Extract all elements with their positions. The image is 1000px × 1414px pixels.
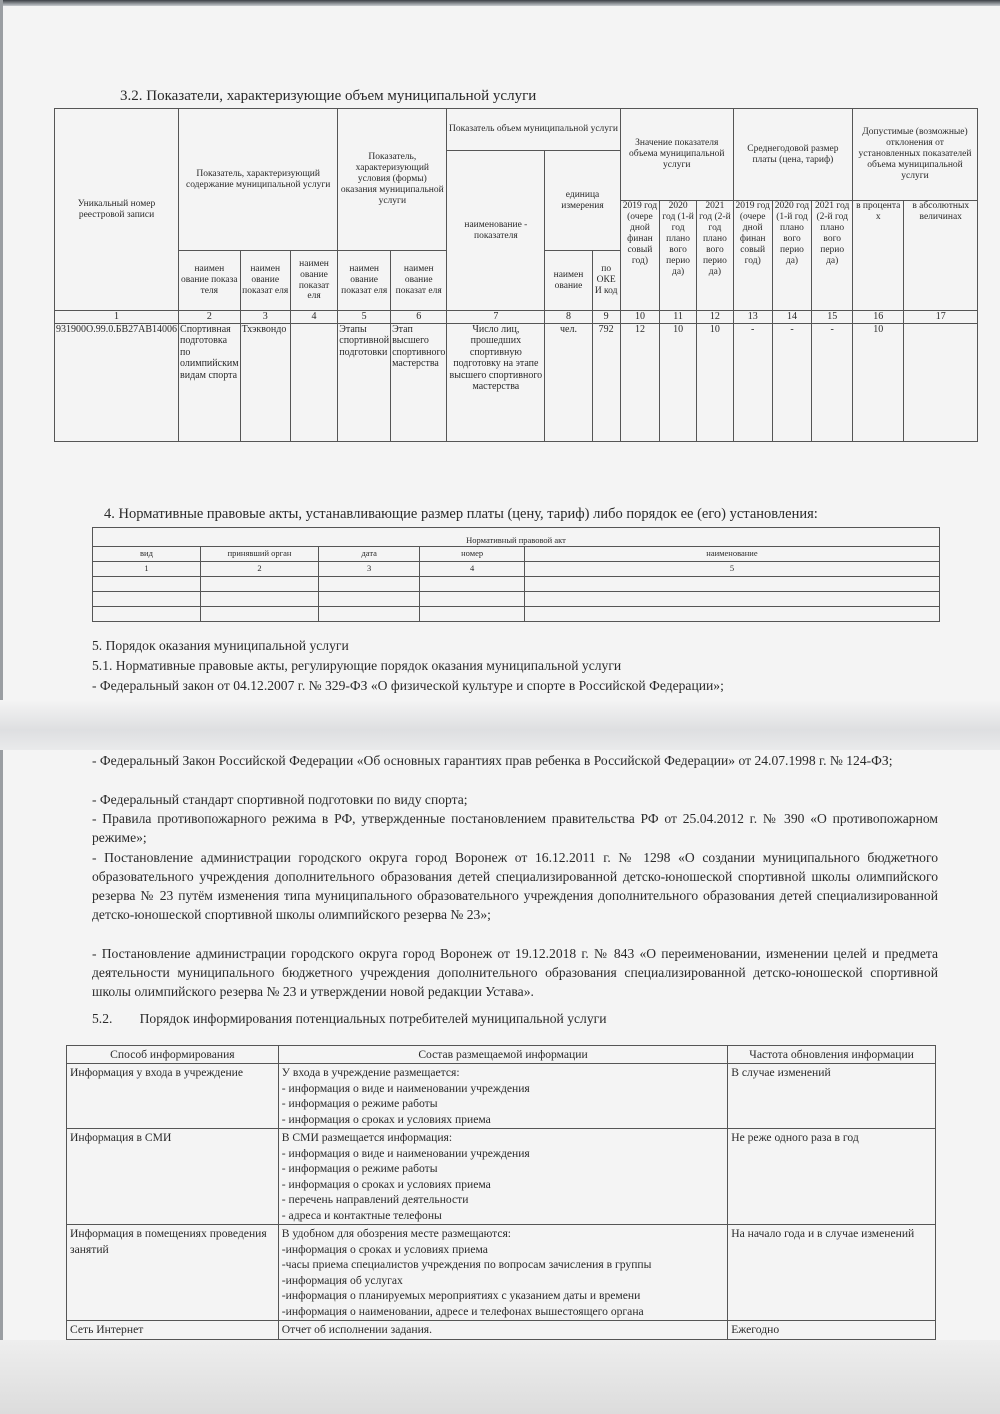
content-line: -информация о наименовании, адресе и телефонах вышестоящего органа: [281, 1304, 644, 1318]
cell-deviation-percent: 10: [853, 323, 904, 441]
table-row: [67, 1064, 936, 1129]
col-num-8: 8: [545, 311, 592, 324]
informing-content: [278, 1225, 727, 1321]
header-name-of-indicator-5: наимен ование показат еля: [338, 251, 391, 311]
cell-unique-number: 931900О.99.0.БВ27АВ14006: [55, 323, 179, 441]
informing-method: Информация у входа в учреждение: [67, 1064, 279, 1129]
header-year-2020-fee: 2020 год (1-й год плано вого перио да): [772, 201, 812, 311]
content-line: - перечень направлений деятельности: [281, 1193, 469, 1207]
header-name-of-indicator-3: наимен ование показат еля: [240, 251, 290, 311]
informing-content: [278, 1064, 727, 1129]
cell-volume-2021: 10: [697, 323, 734, 441]
informing-frequency: Не реже одного раза в год: [728, 1129, 936, 1225]
section-4-title: 4. Нормативные правовые акты, устанавливающие размер платы (цену, тариф) либо порядок ее (его) установления:: [104, 506, 818, 522]
cell-okei-code: 792: [592, 323, 620, 441]
col-num-17: 17: [904, 311, 978, 324]
cell-unit-name: чел.: [545, 323, 592, 441]
content-line: У входа в учреждение размещается:: [281, 1066, 460, 1080]
col-num-2: 2: [179, 311, 241, 324]
header-conditions-indicator: Показатель, характеризующий условия (формы) оказания муниципальной услуги: [338, 109, 447, 251]
table-row: [55, 323, 978, 441]
fee-acts-num-1: 1: [93, 562, 201, 577]
col-num-14: 14: [772, 311, 812, 324]
act-item-2: - Федеральный Закон Российской Федерации «Об основных гарантиях прав ребенка в Российской Федерации» от 24.07.1998 г. № 124-ФЗ;: [92, 753, 893, 768]
content-line: -часы приема специалистов учреждения по вопросам зачисления в группы: [281, 1258, 652, 1272]
act-item-1: - Федеральный закон от 04.12.2007 г. № 329-ФЗ «О физической культуре и спорте в Российской Федерации»;: [92, 678, 724, 693]
cell-fee-2021: -: [812, 323, 853, 441]
col-num-11: 11: [660, 311, 697, 324]
fee-acts-col-number: номер: [420, 547, 525, 562]
volume-indicators-table: [54, 108, 978, 442]
header-unit-name: наимен ование: [545, 251, 592, 311]
header-year-2019-fee: 2019 год (очере дной финан совый год): [733, 201, 772, 311]
informing-method: Сеть Интернет: [67, 1321, 279, 1340]
act-item-6: - Постановление администрации городского округа город Воронеж от 19.12.2018 г. № 843 «О переименовании, изменении целей и предмета деятельности муниципального бюджетного учреждения дополнительного образования специализированной детско-юношеской спортивной школы олимпийского резерва № 23 и утверждении новой редакции Устава».: [92, 946, 938, 999]
content-line: - информация о режиме работы: [281, 1097, 438, 1111]
header-name-of-indicator-4: наимен ование показат еля: [290, 251, 337, 311]
header-year-2021-fee: 2021 год (2-й год плано вого перио да): [812, 201, 853, 311]
header-unit: единица измерения: [545, 151, 620, 251]
table-row: [67, 1225, 936, 1321]
content-line: - информация о сроках и условиях приема: [281, 1112, 491, 1126]
cell-condition-6: Этап высшего спортивного мастерства: [391, 323, 447, 441]
fee-acts-num-3: 3: [319, 562, 420, 577]
informing-header-method: Способ информирования: [67, 1046, 279, 1064]
header-year-2020-volume: 2020 год (1-й год плано вого перио да): [660, 201, 697, 311]
cell-deviation-absolute: [904, 323, 978, 441]
section-3-2-title: 3.2. Показатели, характеризующие объем муниципальной услуги: [120, 88, 537, 104]
cell-content-2: Спортивная подготовка по олимпийским видам спорта: [179, 323, 241, 441]
table-row: [93, 607, 940, 622]
fee-acts-col-body: принявший орган: [200, 547, 318, 562]
informing-method: Информация в помещениях проведения занятий: [67, 1225, 279, 1321]
content-line: Отчет об исполнении задания.: [281, 1323, 433, 1337]
cell-content-4: [290, 323, 337, 441]
content-line: -информация о планируемых мероприятиях с указанием даты и времени: [281, 1289, 641, 1303]
col-num-7: 7: [447, 311, 545, 324]
cell-fee-2019: -: [733, 323, 772, 441]
header-year-2019-volume: 2019 год (очере дной финан совый год): [620, 201, 660, 311]
informing-frequency: Ежегодно: [728, 1321, 936, 1340]
table-row: [93, 577, 940, 592]
table-row: [93, 592, 940, 607]
col-num-12: 12: [697, 311, 734, 324]
col-num-6: 6: [391, 311, 447, 324]
header-deviations: Допустимые (возможные) отклонения от установленных показателей объема муниципальной услуги: [853, 109, 978, 201]
col-num-5: 5: [338, 311, 391, 324]
section-5-1-title: 5.1. Нормативные правовые акты, регулирующие порядок оказания муниципальной услуги: [92, 658, 622, 673]
table-row: [67, 1129, 936, 1225]
fee-acts-num-4: 4: [420, 562, 525, 577]
fee-acts-num-5: 5: [524, 562, 939, 577]
informing-content: [278, 1129, 727, 1225]
scan-edge-top: [0, 0, 1000, 6]
cell-indicator-name: Число лиц, прошедших спортивную подготовку на этапе высшего спортивного мастерства: [447, 323, 545, 441]
column-number-row: [55, 311, 978, 324]
content-line: В удобном для обозрения месте размещаются:: [281, 1227, 512, 1241]
content-line: -информация о сроках и условиях приема: [281, 1242, 488, 1256]
informing-header-frequency: Частота обновления информации: [728, 1046, 936, 1064]
informing-table: [66, 1045, 936, 1340]
cell-volume-2019: 12: [620, 323, 660, 441]
header-name-of-indicator-6: наимен ование показат еля: [391, 251, 447, 311]
content-line: - адреса и контактные телефоны: [281, 1208, 442, 1222]
header-avg-fee: Среднегодовой размер платы (цена, тариф): [733, 109, 852, 201]
col-num-3: 3: [240, 311, 290, 324]
header-content-indicator: Показатель, характеризующий содержание муниципальной услуги: [179, 109, 338, 251]
cell-condition-5: Этапы спортивной подготовки: [338, 323, 391, 441]
content-line: -информация об услугах: [281, 1273, 403, 1287]
col-num-10: 10: [620, 311, 660, 324]
page-fold-shadow: [0, 700, 1000, 750]
header-in-percent: в процента х: [853, 201, 904, 311]
act-item-3: - Федеральный стандарт спортивной подготовки по виду спорта;: [92, 792, 468, 807]
header-volume-value: Значение показателя объема муниципальной услуги: [620, 109, 733, 201]
col-num-15: 15: [812, 311, 853, 324]
informing-header-content: Состав размещаемой информации: [278, 1046, 727, 1064]
fee-acts-col-date: дата: [319, 547, 420, 562]
fee-acts-table: [92, 527, 940, 622]
content-line: - информация о виде и наименовании учреждения: [281, 1081, 530, 1095]
col-num-1: 1: [55, 311, 179, 324]
col-num-4: 4: [290, 311, 337, 324]
header-year-2021-volume: 2021 год (2-й год плано вого перио да): [697, 201, 734, 311]
header-in-absolute: в абсолютных величинах: [904, 201, 978, 311]
informing-content: [278, 1321, 727, 1340]
content-line: В СМИ размещается информация:: [281, 1131, 453, 1145]
cell-fee-2020: -: [772, 323, 812, 441]
fee-acts-col-name: наименование: [524, 547, 939, 562]
content-line: - информация о сроках и условиях приема: [281, 1177, 491, 1191]
informing-frequency: На начало года и в случае изменений: [728, 1225, 936, 1321]
page-bottom-shadow: [0, 1340, 1000, 1414]
header-unique-number: Уникальный номер реестровой записи: [55, 109, 179, 311]
table-row: [67, 1321, 936, 1340]
header-indicator-name: наименование - показателя: [447, 151, 545, 311]
informing-method: Информация в СМИ: [67, 1129, 279, 1225]
fee-acts-num-2: 2: [200, 562, 318, 577]
act-item-5: - Постановление администрации городского округа город Воронеж от 16.12.2011 г. № 1298 «О создании муниципального бюджетного образовательного учреждения дополнительного образования детей специализированной детско-юношеской спортивной школы олимпийского резерва № 23 путём изменения типа муниципального образовательного учреждения дополнительного образования детей специализированной детско-юношеской спортивной школы олимпийского резерва № 23»;: [92, 850, 938, 922]
fee-acts-col-type: вид: [93, 547, 201, 562]
cell-content-3: Тхэквондо: [240, 323, 290, 441]
content-line: - информация о виде и наименовании учреждения: [281, 1146, 530, 1160]
header-volume-indicator: Показатель объем муниципальной услуги: [447, 109, 620, 151]
header-okei-code: по ОКЕ И код: [592, 251, 620, 311]
act-item-4: - Правила противопожарного режима в РФ, утвержденные постановлением правительства РФ от 25.04.2012 г. № 390 «О противопожарном режиме»;: [92, 811, 938, 845]
section-5-2-title: 5.2. Порядок информирования потенциальных потребителей муниципальной услуги: [92, 1011, 607, 1026]
fee-acts-group-header: Нормативный правовой акт: [93, 536, 940, 547]
header-name-of-indicator-2: наимен ование показа теля: [179, 251, 241, 311]
col-num-13: 13: [733, 311, 772, 324]
section-5-title: 5. Порядок оказания муниципальной услуги: [92, 638, 349, 653]
content-line: - информация о режиме работы: [281, 1162, 438, 1176]
cell-volume-2020: 10: [660, 323, 697, 441]
col-num-9: 9: [592, 311, 620, 324]
col-num-16: 16: [853, 311, 904, 324]
informing-frequency: В случае изменений: [728, 1064, 936, 1129]
